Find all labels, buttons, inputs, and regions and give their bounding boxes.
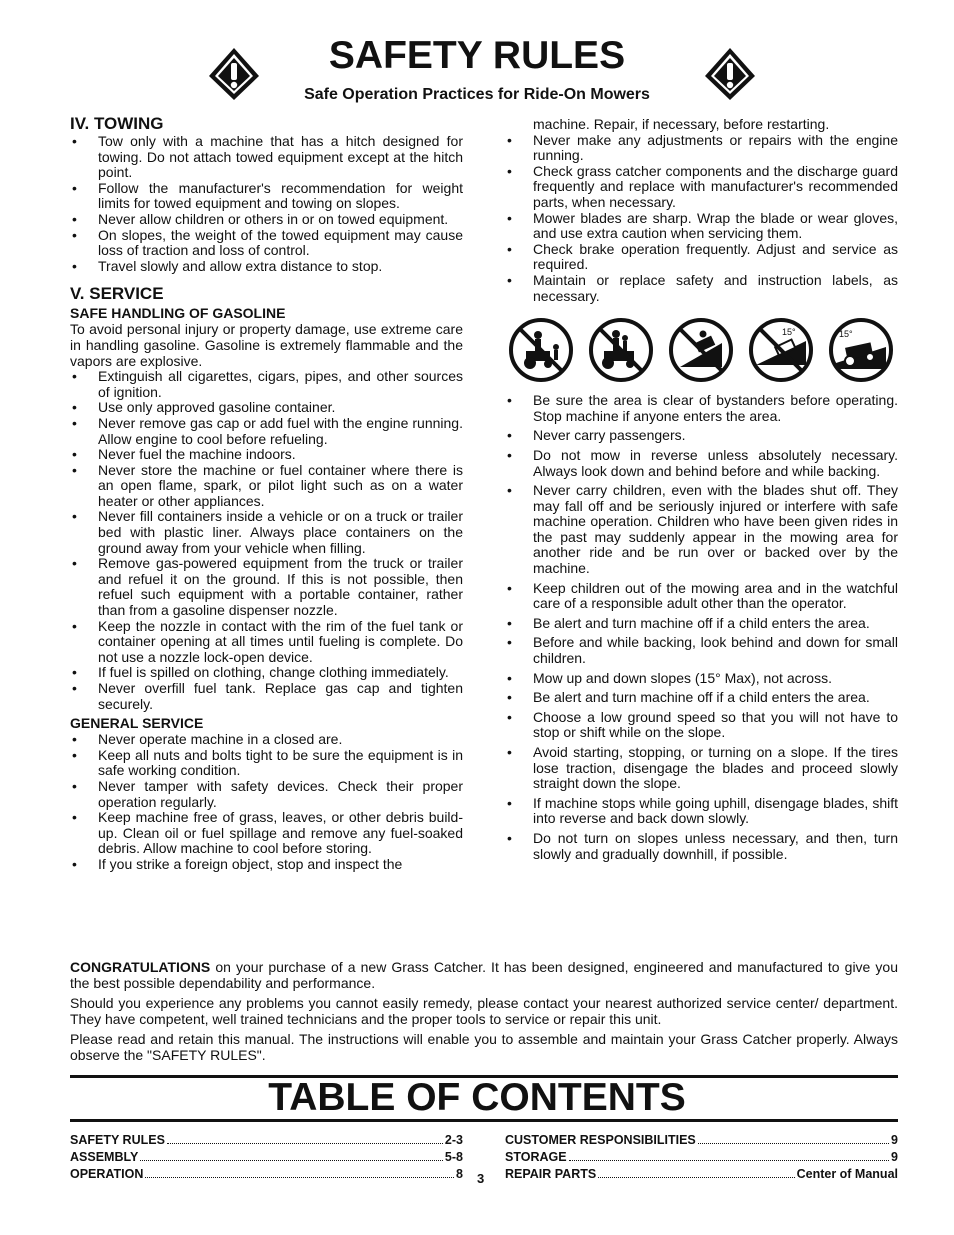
list-item: • Never fill containers inside a vehicle or on a truck or trailer bed with plastic liner. Always place containers on the ground away from your vehicle when filling. bbox=[70, 509, 463, 556]
toc-leader bbox=[569, 1160, 889, 1161]
list-item: • Keep all nuts and bolts tight to be sure the equipment is in safe working condition. bbox=[70, 748, 463, 779]
safety-icon-row bbox=[508, 317, 898, 383]
list-item: • Extinguish all cigarettes, cigars, pipes, and other sources of ignition. bbox=[70, 369, 463, 400]
list-item: • If fuel is spilled on clothing, change clothing immediately. bbox=[70, 665, 463, 681]
list-item-continuation: machine. Repair, if necessary, before restarting. bbox=[533, 116, 830, 132]
list-item: • Keep children out of the mowing area and in the watchful care of a responsible adult other than the operator. bbox=[505, 581, 898, 612]
toc-leader bbox=[598, 1177, 794, 1178]
no-passengers-icon bbox=[588, 317, 654, 383]
list-item: • Never remove gas cap or add fuel with the engine running. Allow engine to cool before refueling. bbox=[70, 416, 463, 447]
list-item: • Do not turn on slopes unless necessary, and then, turn slowly and gradually downhill, if possible. bbox=[505, 831, 898, 862]
page-subtitle: Safe Operation Practices for Ride-On Mowers bbox=[304, 86, 650, 103]
list-item: • Maintain or replace safety and instruction labels, as necessary. bbox=[505, 273, 898, 304]
list-item: • Never carry passengers. bbox=[505, 428, 898, 444]
list-item: • Never tamper with safety devices. Check their proper operation regularly. bbox=[70, 779, 463, 810]
list-item: • Mower blades are sharp. Wrap the blade or wear gloves, and use extra caution when servicing them. bbox=[505, 211, 898, 242]
no-bystanders-icon bbox=[508, 317, 574, 383]
list-item: • Before and while backing, look behind and down for small children. bbox=[505, 635, 898, 666]
toc-leader bbox=[698, 1143, 889, 1144]
toc-entry[interactable] bbox=[505, 1167, 898, 1184]
congratulations-paragraph bbox=[70, 960, 898, 991]
congratulations-text: on your purchase of a new Grass Catcher. It has been designed, engineered and manufactured to give you the best possible dependability and performance. bbox=[70, 959, 898, 991]
problems-paragraph: Should you experience any problems you cannot easily remedy, please contact your nearest authorized service center/ department. They have competent, well trained technicians and the proper tools to service or repair this unit. bbox=[70, 995, 898, 1027]
list-item: • Remove gas-powered equipment from the truck or trailer and refuel it on the ground. If this is not possible, then refuel such equipment with a portable container, rather than from a gasoline dispenser nozzle. bbox=[70, 556, 463, 618]
list-item: • Follow the manufacturer's recommendation for weight limits for towed equipment and towing on slopes. bbox=[70, 181, 463, 212]
toc-entry-page: 5-8 bbox=[444, 1150, 463, 1164]
general-service-heading: GENERAL SERVICE bbox=[70, 715, 204, 732]
list-item: • Keep the nozzle in contact with the rim of the fuel tank or container opening at all times until fueling is complete. Do not use a nozzle lock-open device. bbox=[70, 619, 463, 666]
congratulations-lead: CONGRATULATIONS bbox=[70, 959, 211, 975]
page-number: 3 bbox=[477, 1171, 485, 1186]
gasoline-list bbox=[70, 369, 463, 712]
toc-entry-page: 9 bbox=[891, 1150, 898, 1164]
toc-leader bbox=[140, 1160, 443, 1161]
toc-entry-page: Center of Manual bbox=[796, 1167, 898, 1181]
list-item: • Mow up and down slopes (15° Max), not across. bbox=[505, 671, 898, 687]
list-item: • If you strike a foreign object, stop and inspect the bbox=[70, 857, 463, 873]
towing-heading: IV. TOWING bbox=[70, 114, 164, 133]
toc-entry[interactable] bbox=[70, 1150, 463, 1167]
list-item: • Keep machine free of grass, leaves, or other debris build-up. Clean oil or fuel spillage and remove any fuel-soaked debris. Allow machine to cool before storing. bbox=[70, 810, 463, 857]
toc-entry-label: SAFETY RULES bbox=[70, 1133, 165, 1147]
right-column bbox=[505, 117, 898, 866]
list-item: • Never make any adjustments or repairs with the engine running. bbox=[505, 133, 898, 164]
right-safety-list bbox=[505, 393, 898, 862]
list-item: • Never store the machine or fuel container where there is an open flame, spark, or pilot light such as on a water heater or other appliances. bbox=[70, 463, 463, 510]
list-item: • Never carry children, even with the blades shut off. They may fall off and be seriously injured or interfere with safe machine operation. Children who have been given rides in the past may suddenly appear in the mowing area for another ride and be run over or backed over by the machine. bbox=[505, 483, 898, 577]
toc-entry-label: STORAGE bbox=[505, 1150, 567, 1164]
left-column bbox=[70, 114, 463, 873]
list-item: • Never operate machine in a closed are. bbox=[70, 732, 463, 748]
toc-entry-label: OPERATION bbox=[70, 1167, 144, 1181]
retain-paragraph: Please read and retain this manual. The instructions will enable you to assemble and maintain your Grass Catcher properly. Always observe the "SAFETY RULES". bbox=[70, 1031, 898, 1063]
list-item: • Be alert and turn machine off if a child enters the area. bbox=[505, 690, 898, 706]
list-item: • Be alert and turn machine off if a child enters the area. bbox=[505, 616, 898, 632]
list-item: • Use only approved gasoline container. bbox=[70, 400, 463, 416]
list-item: • If machine stops while going uphill, disengage blades, shift into reverse and back down slowly. bbox=[505, 796, 898, 827]
list-item: • On slopes, the weight of the towed equipment may cause loss of traction and loss of control. bbox=[70, 228, 463, 259]
gasoline-intro: To avoid personal injury or property damage, use extreme care in handling gasoline. Gasoline is extremely flammable and the vapors are explosive. bbox=[70, 321, 463, 369]
toc-entry-page: 2-3 bbox=[444, 1133, 463, 1147]
list-item: • Check grass catcher components and the discharge guard frequently and replace with manufacturer's recommended parts, when necessary. bbox=[505, 164, 898, 211]
list-item: • Check brake operation frequently. Adjust and service as required. bbox=[505, 242, 898, 273]
divider bbox=[70, 1119, 898, 1122]
list-item: • Never fuel the machine indoors. bbox=[70, 447, 463, 463]
toc-leader bbox=[167, 1143, 443, 1144]
toc-entry-page: 9 bbox=[891, 1133, 898, 1147]
towing-list bbox=[70, 134, 463, 274]
slope-label: 15° bbox=[782, 327, 796, 338]
list-item: • Travel slowly and allow extra distance to stop. bbox=[70, 259, 463, 275]
slope-up-down-icon bbox=[748, 317, 814, 383]
list-item: • Never overfill fuel tank. Replace gas cap and tighten securely. bbox=[70, 681, 463, 712]
toc-entry[interactable] bbox=[505, 1133, 898, 1150]
list-item: • Choose a low ground speed so that you will not have to stop or shift while on the slope. bbox=[505, 710, 898, 741]
list-item: • Never allow children or others in or on towed equipment. bbox=[70, 212, 463, 228]
no-reverse-mowing-icon bbox=[668, 317, 734, 383]
list-item: • Be sure the area is clear of bystanders before operating. Stop machine if anyone enters the area. bbox=[505, 393, 898, 424]
toc-entry[interactable] bbox=[505, 1150, 898, 1167]
toc-title: TABLE OF CONTENTS bbox=[268, 1076, 686, 1119]
list-item: • Do not mow in reverse unless absolutely necessary. Always look down and behind before and while backing. bbox=[505, 448, 898, 479]
toc-entry-page: 8 bbox=[456, 1167, 463, 1181]
toc-entry-label: ASSEMBLY bbox=[70, 1150, 139, 1164]
page-title: SAFETY RULES bbox=[328, 34, 626, 77]
gasoline-heading: SAFE HANDLING OF GASOLINE bbox=[70, 305, 286, 322]
general-service-list bbox=[70, 732, 463, 872]
toc-entry[interactable] bbox=[70, 1167, 463, 1184]
toc-entry-label: REPAIR PARTS bbox=[505, 1167, 597, 1181]
slope-label: 15° bbox=[839, 329, 853, 340]
toc-entry-label: CUSTOMER RESPONSIBILITIES bbox=[505, 1133, 696, 1147]
toc-right-column bbox=[505, 1133, 898, 1184]
service-heading: V. SERVICE bbox=[70, 284, 164, 304]
list-item: • Avoid starting, stopping, or turning on a slope. If the tires lose traction, disengage the blades and proceed slowly straight down the slope. bbox=[505, 745, 898, 792]
intro-block bbox=[70, 960, 898, 1069]
toc-leader bbox=[145, 1177, 454, 1178]
service-more-list bbox=[505, 133, 898, 305]
toc-left-column bbox=[70, 1133, 463, 1184]
toc-entry[interactable] bbox=[70, 1133, 463, 1150]
list-item: • Tow only with a machine that has a hitch designed for towing. Do not attach towed equipment except at the hitch point. bbox=[70, 134, 463, 181]
slope-limit-icon bbox=[828, 317, 894, 383]
